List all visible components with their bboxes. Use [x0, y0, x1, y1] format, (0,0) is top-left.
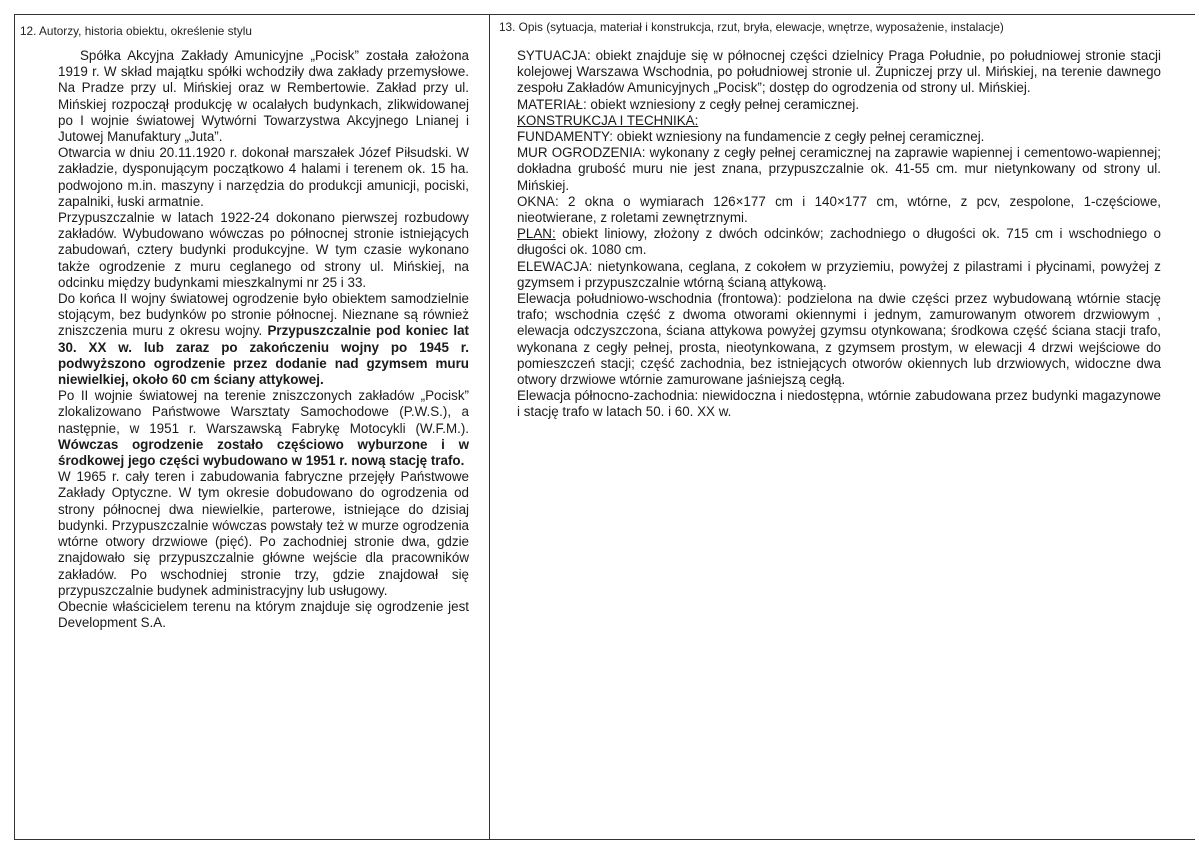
description-text: obiekt wzniesiony na fundamencie z cegły pełnej ceramicznej.	[616, 129, 985, 145]
description-text: obiekt wzniesiony z cegły pełnej ceramicznej.	[590, 96, 860, 112]
history-paragraph	[58, 291, 469, 388]
description-paragraph	[517, 226, 1161, 258]
section-13-body	[517, 48, 1161, 421]
section-13-header: 13. Opis (sytuacja, materiał i konstrukcja, rzut, bryła, elewacje, wnętrze, wyposażenie, instalacje)	[499, 20, 1004, 34]
description-paragraph	[517, 194, 1161, 226]
history-text: Do końca II wojny światowej ogrodzenie było obiektem samodzielnie stojącym, bez budynków po stronie północnej. Nieznane są również zniszczenia muru z okresu wojny.	[58, 291, 469, 339]
history-bold-text: Wówczas ogrodzenie zostało częściowo wyburzone i w środkowej jego części wybudowano w 1951 r. nową stację trafo.	[58, 436, 469, 469]
history-paragraph: Spółka Akcyjna Zakłady Amunicyjne „Pocisk” została założona 1919 r. W skład majątku spółki wchodziły dwa zakłady przemysłowe. Na Pradze przy ul. Mińskiej oraz w Rembertowie. Zakład przy ul. Mińskiej rozpoczął produkcję w ocalałych budynkach, zlikwidowanej po I wojnie światowej Wytwórni Towarzystwa Akcyjnego Lnianej i Jutowej Manufaktury „Juta”.	[58, 48, 469, 145]
description-lead: ELEWACJA:	[517, 258, 598, 274]
description-paragraph	[517, 145, 1161, 194]
history-text: Po II wojnie światowej na terenie zniszczonych zakładów „Pocisk” zlokalizowano Państwowe Warsztaty Samochodowe (P.W.S.), a następnie, w 1951 r. Warszawską Fabrykę Motocykli (W.F.M.).	[58, 388, 469, 436]
description-text: wykonany z cegły pełnej ceramicznej na zaprawie wapiennej i cementowo-wapiennej; dokładna grubość muru nie jest znana, przypuszczalnie ok. 41-55 cm. mur nietynkowany od strony ul. Mińskiej.	[517, 145, 1161, 193]
column-divider	[489, 14, 490, 840]
description-lead: FUNDAMENTY:	[517, 129, 617, 145]
section-12-body	[58, 48, 469, 631]
description-paragraph	[517, 259, 1161, 291]
description-paragraph	[517, 129, 1161, 145]
history-paragraph	[58, 388, 469, 469]
section-12-header: 12. Autorzy, historia obiektu, określenie stylu	[20, 24, 252, 38]
description-paragraph	[517, 97, 1161, 113]
description-text: obiekt znajduje się w północnej części dzielnicy Praga Południe, po południowej stronie stacji kolejowej Warszawa Wschodnia, po południowej stronie ul. Żupniczej przy ul. Mińskiej, na terenie dawnego zespołu Zakładów Amunicyjnych „Pocisk”; dostęp do ogrodzenia od strony ul. Mińskiej.	[517, 48, 1161, 96]
history-paragraph: Przypuszczalnie w latach 1922-24 dokonano pierwszej rozbudowy zakładów. Wybudowano wówczas po północnej stronie istniejących zabudowań, cztery budynki produkcyjne. W tym czasie wykonano także ogrodzenie z muru ceglanego od strony ul. Mińskiej, na odcinku między budynkami mieszkalnymi nr 25 i 33.	[58, 210, 469, 290]
description-lead: MUR OGRODZENIA:	[517, 145, 650, 161]
description-lead: MATERIAŁ:	[517, 96, 591, 112]
history-bold-text: Przypuszczalnie pod koniec lat 30. XX w. lub zaraz po zakończeniu wojny po 1945 r. podwyższono ogrodzenie przez dodanie nad gzymsem muru niewielkiej, około 60 cm ściany attykowej.	[58, 323, 469, 388]
description-text: nietynkowana, ceglana, z cokołem w przyziemiu, powyżej z pilastrami i płycinami, powyżej z gzymsem i przypuszczalnie wtórną ścianą attykową.	[517, 258, 1161, 290]
description-paragraph	[517, 291, 1161, 388]
history-paragraph: Obecnie właścicielem terenu na którym znajduje się ogrodzenie jest Development S.A.	[58, 598, 469, 631]
description-text: 2 okna o wymiarach 126×177 cm i 140×177 cm, wtórne, z pcv, zespolone, 1-częściowe, nieotwierane, z roletami zewnętrznymi.	[517, 193, 1162, 226]
description-underlined-lead: PLAN:	[517, 226, 556, 242]
description-underlined-heading: KONSTRUKCJA I TECHNIKA:	[517, 112, 699, 128]
history-paragraph: W 1965 r. cały teren i zabudowania fabryczne przejęły Państwowe Zakłady Optyczne. W tym okresie dobudowano do ogrodzenia od strony północnej dwa niewielkie, parterowe, istniejące do dzisiaj budynki. Przypuszczalnie wówczas powstały też w murze ogrodzenia wtórne otwory drzwiowe (pięć). Po zachodniej stronie dwa, gdzie znajdowało się przypuszczalnie główne wejście dla pracowników zakładów. Po wschodniej stronie trzy, gdzie znajdował się przypuszczalnie budynek administracyjny lub usługowy.	[58, 469, 469, 598]
description-text: Elewacja południowo-wschodnia (frontowa): podzielona na dwie części przez wybudowaną wtórnie stację trafo; wschodnia część z dwoma otworami okiennymi i jednym, zamurowanym otworem drzwiowym , elewacja odczyszczona, ściana attykowa powyżej gzymsu otynkowana; środkowa część ściana stacji trafo, wykonana z cegły pełnej, prosta, nieotynkowana, z gzymsem prostym, w elewacji 4 drzwi wejściowe do pomieszczeń stacji; część zachodnia, bez istniejących otworów okiennych lub drzwiowych, widoczne dwa otwory drzwiowe wtórnie zamurowane jaśniejszą cegłą.	[517, 291, 1161, 388]
description-paragraph	[517, 48, 1161, 97]
description-lead: SYTUACJA:	[517, 48, 596, 63]
description-lead: OKNA:	[517, 193, 569, 209]
history-paragraph: Otwarcia w dniu 20.11.1920 r. dokonał marszałek Józef Piłsudski. W zakładzie, dysponującym początkowo 4 halami i terenem ok. 15 ha. podwojono m.in. maszyny i narzędzia do produkcji amunicji, pociski, zapalniki, łuski armatnie.	[58, 145, 469, 209]
description-text: obiekt liniowy, złożony z dwóch odcinków; zachodniego o długości ok. 715 cm i wschodniego o długości ok. 1080 cm.	[517, 226, 1161, 258]
description-paragraph	[517, 388, 1161, 420]
description-paragraph	[517, 113, 1161, 129]
description-text: Elewacja północno-zachodnia: niewidoczna i niedostępna, wtórnie zabudowana przez budynki magazynowe i stację trafo w latach 50. i 60. XX w.	[517, 388, 1161, 420]
